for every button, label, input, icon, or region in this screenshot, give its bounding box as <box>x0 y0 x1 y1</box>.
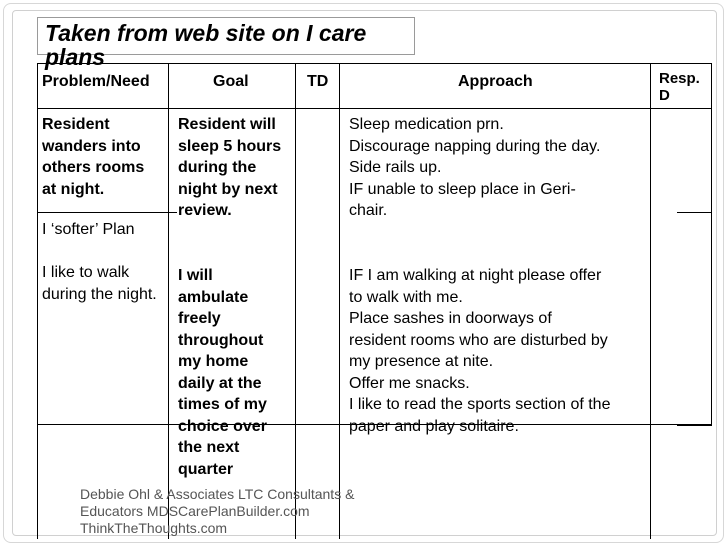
right-side-box <box>677 212 712 426</box>
column-divider-goal <box>168 63 169 539</box>
cell-line: my home <box>178 353 249 370</box>
cell-line: chair. <box>349 202 388 219</box>
cell-line: ambulate <box>178 288 249 306</box>
footer-credits <box>80 486 354 537</box>
slide-title <box>45 21 366 70</box>
cell-line: IF unable to sleep place in Geri- <box>349 180 576 198</box>
row2-goal <box>178 265 267 480</box>
column-divider-td <box>295 63 296 539</box>
cell-line: during the night. <box>42 285 157 303</box>
plan-box-top-border <box>37 212 177 213</box>
footer-line: Debbie Ohl & Associates LTC Consultants & <box>80 486 355 502</box>
cell-line: IF I am walking at night please offer <box>349 267 602 284</box>
cell-line: Resident <box>42 116 110 133</box>
header-problem-need: Problem/Need <box>42 73 150 90</box>
header-responsible <box>659 70 700 104</box>
header-goal: Goal <box>213 73 249 90</box>
table-right-border <box>711 63 712 225</box>
cell-line: I like to walk <box>42 264 130 281</box>
cell-line: paper and play solitaire. <box>349 417 519 435</box>
cell-line: times of my <box>178 396 267 413</box>
cell-line: choice over <box>178 417 267 435</box>
footer-line: ThinkTheThoughts.com <box>80 520 228 536</box>
cell-line <box>42 241 157 263</box>
cell-line: I like to read the sports section of the <box>349 396 611 413</box>
cell-line: sleep 5 hours <box>178 137 282 155</box>
cell-line: during the <box>178 159 257 176</box>
cell-line: I ‘softer’ Plan <box>42 221 135 238</box>
cell-line: throughout <box>178 331 264 349</box>
header-resp-line: Resp. <box>659 70 700 87</box>
footer-line: Educators MDSCarePlanBuilder.com <box>80 503 310 519</box>
cell-line: daily at the <box>178 374 262 392</box>
header-bottom-border <box>37 108 711 109</box>
cell-line: quarter <box>178 460 234 478</box>
cell-line: to walk with me. <box>349 288 463 306</box>
header-td: TD <box>307 73 329 90</box>
row2-approach <box>349 265 610 437</box>
column-divider-resp <box>650 63 651 539</box>
row1-goal <box>178 114 281 222</box>
cell-line: the next <box>178 439 240 456</box>
cell-line: Sleep medication prn. <box>349 116 504 133</box>
cell-line: Place sashes in doorways of <box>349 310 552 327</box>
header-resp-line: D <box>659 87 670 104</box>
cell-line: review. <box>178 202 232 219</box>
cell-line: resident rooms who are disturbed by <box>349 331 608 349</box>
cell-line: Resident will <box>178 116 276 133</box>
header-approach: Approach <box>458 73 533 90</box>
cell-line: others rooms <box>42 159 145 176</box>
cell-line: night by next <box>178 180 278 198</box>
row2-problem <box>42 219 157 305</box>
cell-line: at night. <box>42 180 105 198</box>
column-divider-approach <box>339 63 340 539</box>
cell-line: Side rails up. <box>349 159 442 176</box>
title-line: plans <box>45 44 106 70</box>
cell-line: I will <box>178 267 213 284</box>
title-line: Taken from web site on I care <box>45 20 367 46</box>
cell-line: freely <box>178 310 221 327</box>
table-left-border <box>37 63 38 539</box>
row1-approach <box>349 114 600 222</box>
row1-problem <box>42 114 144 200</box>
cell-line: Offer me snacks. <box>349 374 470 392</box>
cell-line: wanders into <box>42 137 141 155</box>
cell-line: Discourage napping during the day. <box>349 137 601 155</box>
cell-line: my presence at nite. <box>349 353 494 370</box>
